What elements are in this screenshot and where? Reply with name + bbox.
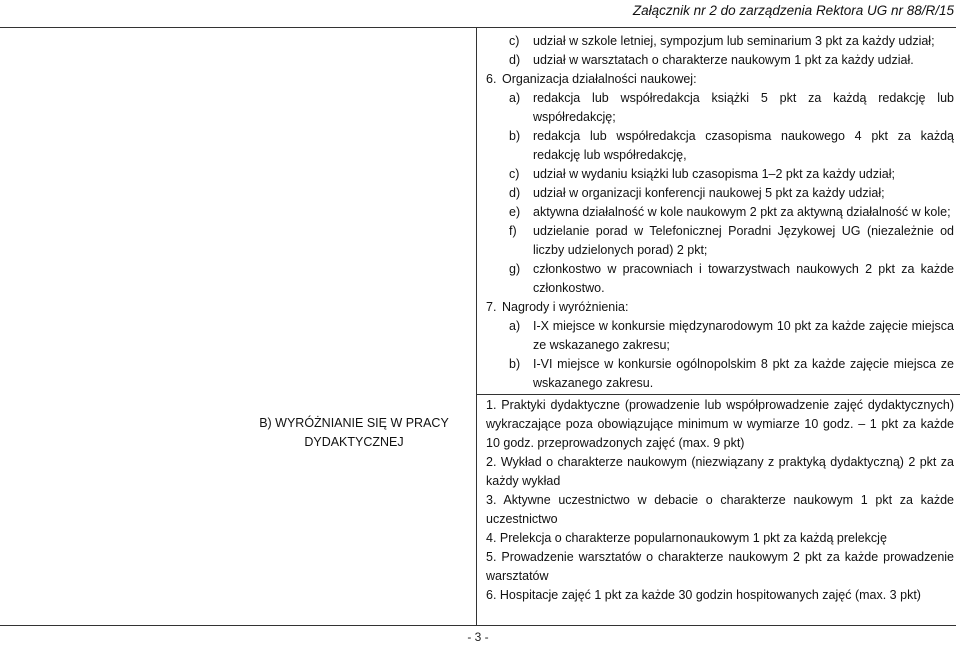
document-header: Załącznik nr 2 do zarządzenia Rektora UG nr 88/R/15 [632,3,954,18]
item-7-heading: 7. Nagrody i wyróżnienia: [486,300,629,314]
list-item: d) udział w warsztatach o charakterze naukowym 1 pkt za każdy udział. [509,53,914,67]
list-item: a) redakcja lub współredakcja książki 5 pkt za każdą redakcję lub współredakcję; [509,91,954,124]
list-item: b) redakcja lub współredakcja czasopisma naukowego 4 pkt za każdą redakcję lub współredakcję, [509,129,954,162]
list-item: a) I-X miejsce w konkursie międzynarodowym 10 pkt za każde zajęcie miejsca ze wskazanego zakresu; [509,319,954,352]
section-b-item: 4. Prelekcja o charakterze popularnonaukowym 1 pkt za każdą prelekcję [486,531,887,545]
row-divider [476,394,960,395]
list-item: d) udział w organizacji konferencji naukowej 5 pkt za każdy udział; [509,186,885,200]
list-item: f) udzielanie porad w Telefonicznej Poradni Językowej UG (niezależnie od liczby udzielonych porad) 2 pkt; [509,224,954,257]
list-item: g) członkostwo w pracowniach i towarzystwach naukowych 2 pkt za każde członkostwo. [509,262,954,295]
category-column [0,28,476,625]
section-b-item: 2. Wykład o charakterze naukowym (niezwiązany z praktyką dydaktyczną) 2 pkt za każdy wykład [486,455,954,488]
list-item: c) udział w szkole letniej, sympozjum lub seminarium 3 pkt za każdy udział; [509,34,935,48]
section-b-item: 6. Hospitacje zajęć 1 pkt za każde 30 godzin hospitowanych zajęć (max. 3 pkt) [486,588,921,602]
section-b-item: 5. Prowadzenie warsztatów o charakterze naukowym 2 pkt za każde prowadzenie warsztatów [486,550,954,583]
criteria-column [486,32,954,605]
section-b-item: 3. Aktywne uczestnictwo w debacie o charakterze naukowym 1 pkt za każde uczestnictwo [486,493,954,526]
list-item: e) aktywna działalność w kole naukowym 2 pkt za aktywną działalność w kole; [509,205,951,219]
list-item: b) I-VI miejsce w konkursie ogólnopolskim 8 pkt za każde zajęcie miejsca ze wskazanego zakresu. [509,357,954,390]
list-item: c) udział w wydaniu książki lub czasopisma 1–2 pkt za każdy udział; [509,167,895,181]
section-b-label: B) WYRÓŻNIANIE SIĘ W PRACY DYDAKTYCZNEJ [259,416,449,449]
column-divider [476,28,477,625]
item-6-heading: 6. Organizacja działalności naukowej: [486,72,697,86]
page-number: - 3 - [467,630,489,644]
criteria-table [0,27,956,626]
section-b-item: 1. Praktyki dydaktyczne (prowadzenie lub współprowadzenie zajęć dydaktycznych) wykraczające poza obowiązujące minimum w wymiarze 10 godz. – 1 pkt za każde 10 godz. przeprowadzonych zajęć (max. 9 pkt) [486,398,954,450]
